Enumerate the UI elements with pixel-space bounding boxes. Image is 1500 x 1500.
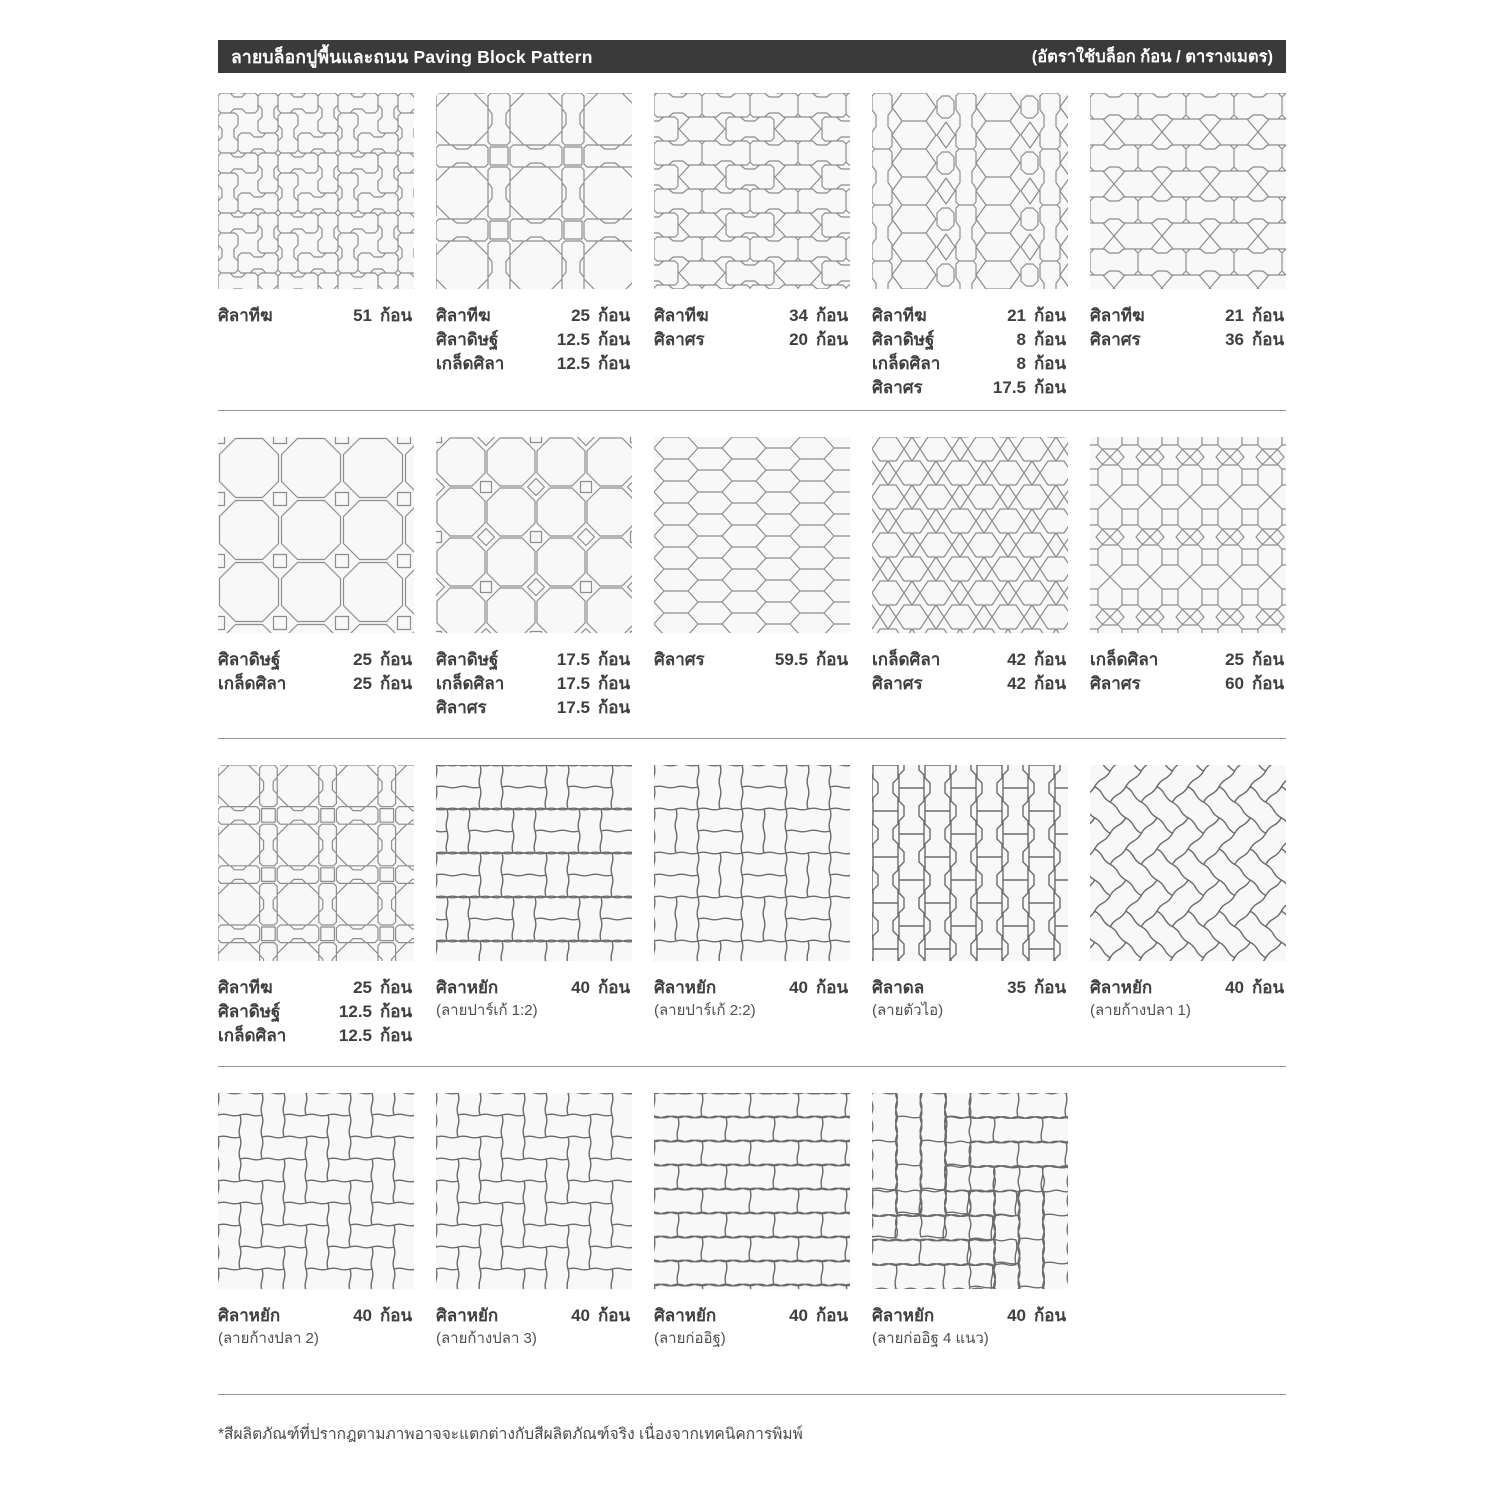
row-divider <box>218 1066 1286 1067</box>
pattern-swatch-hex-tess <box>654 437 850 633</box>
block-qty: 12.5 <box>338 1002 372 1021</box>
pattern-labels <box>654 1304 850 1384</box>
pattern-row-4 <box>218 1093 1286 1395</box>
block-qty: 60 <box>1225 674 1244 693</box>
block-unit: ก้อน <box>1252 330 1285 349</box>
pattern-card <box>436 93 632 400</box>
pattern-cards <box>218 1093 1286 1384</box>
block-qty: 34 <box>789 306 808 325</box>
block-unit: ก้อน <box>1034 378 1067 397</box>
pattern-cards <box>218 765 1286 1056</box>
pattern-cards <box>218 437 1286 728</box>
pattern-item <box>1090 976 1286 1000</box>
block-name: ศิลาดล <box>872 978 925 997</box>
block-unit: ก้อน <box>380 650 413 669</box>
block-name: ศิลาทีฆ <box>872 306 927 325</box>
pattern-card <box>1090 93 1286 400</box>
block-qty: 8 <box>1016 330 1026 349</box>
pattern-item <box>872 376 1068 400</box>
pattern-swatch-oct-sq-ibeam-sm <box>218 765 414 961</box>
pattern-item <box>1090 328 1286 352</box>
pattern-card <box>654 1093 850 1384</box>
pattern-labels <box>1090 648 1286 728</box>
block-name: ศิลาดิษฐ์ <box>872 330 935 349</box>
pattern-labels <box>872 648 1068 728</box>
block-name: ศิลาหยัก <box>654 978 717 997</box>
header-unit-note: (อัตราใช้บล็อก ก้อน / ตารางเมตร) <box>1031 47 1273 66</box>
pattern-labels <box>436 976 632 1056</box>
pattern-swatch-quad-bond <box>872 1093 1068 1289</box>
block-unit: ก้อน <box>816 650 849 669</box>
block-qty: 17.5 <box>556 650 590 669</box>
pattern-swatch-hex-diamond <box>872 437 1068 633</box>
block-qty: 40 <box>571 1306 590 1325</box>
pattern-caption: (ลายปาร์เก้ 2:2) <box>654 1002 756 1019</box>
block-name: ศิลาทีฆ <box>436 306 491 325</box>
block-qty: 25 <box>571 306 590 325</box>
pattern-swatch-herring-90b <box>436 1093 632 1289</box>
pattern-labels <box>1090 976 1286 1056</box>
block-name: เกล็ดศิลา <box>436 674 505 693</box>
block-qty: 40 <box>789 1306 808 1325</box>
pattern-item <box>218 648 414 672</box>
block-name: เกล็ดศิลา <box>218 1026 287 1045</box>
block-qty: 12.5 <box>556 330 590 349</box>
pattern-rows <box>218 93 1286 1395</box>
block-qty: 51 <box>353 306 372 325</box>
block-name: เกล็ดศิลา <box>436 354 505 373</box>
block-name: ศิลาดิษฐ์ <box>436 650 499 669</box>
block-name: ศิลาหยัก <box>436 1306 499 1325</box>
pattern-labels <box>872 976 1068 1056</box>
pattern-item <box>872 304 1068 328</box>
block-unit: ก้อน <box>598 650 631 669</box>
block-unit: ก้อน <box>1252 674 1285 693</box>
block-unit: ก้อน <box>1252 306 1285 325</box>
block-unit: ก้อน <box>1034 354 1067 373</box>
block-name: ศิลาศร <box>654 650 705 669</box>
pattern-card <box>218 93 414 400</box>
block-qty: 36 <box>1225 330 1244 349</box>
block-qty: 25 <box>1225 650 1244 669</box>
block-name: เกล็ดศิลา <box>218 674 287 693</box>
block-unit: ก้อน <box>380 1306 413 1325</box>
block-name: ศิลาดิษฐ์ <box>218 1002 281 1021</box>
pattern-card <box>872 93 1068 400</box>
block-qty: 20 <box>789 330 808 349</box>
block-qty: 42 <box>1007 674 1026 693</box>
block-unit: ก้อน <box>380 306 413 325</box>
pattern-card <box>1090 437 1286 728</box>
block-unit: ก้อน <box>1252 978 1285 997</box>
footnote: *สีผลิตภัณฑ์ที่ปรากฎตามภาพอาจจะแตกต่างกับสีผลิตภัณฑ์จริง เนื่องจากเทคนิคการพิมพ์ <box>218 1426 803 1443</box>
pattern-item <box>218 1000 414 1024</box>
block-qty: 35 <box>1007 978 1026 997</box>
block-unit: ก้อน <box>1034 330 1067 349</box>
pattern-item <box>436 304 632 328</box>
pattern-card <box>872 1093 1068 1384</box>
pattern-labels <box>654 304 850 384</box>
block-qty: 40 <box>789 978 808 997</box>
block-qty: 17.5 <box>556 674 590 693</box>
block-name: ศิลาศร <box>872 674 923 693</box>
header-bar <box>218 40 1286 73</box>
block-qty: 12.5 <box>338 1026 372 1045</box>
pattern-caption: (ลายก่ออิฐ 4 แนว) <box>872 1330 989 1347</box>
block-unit: ก้อน <box>1034 1306 1067 1325</box>
pattern-item <box>218 1024 414 1048</box>
pattern-item <box>872 976 1068 1000</box>
pattern-swatch-dumbbell <box>872 765 1068 961</box>
pattern-item <box>1090 672 1286 696</box>
pattern-swatch-blocks-hex-rows <box>1090 93 1286 289</box>
pattern-card <box>872 437 1068 728</box>
pattern-item <box>872 1304 1068 1328</box>
block-unit: ก้อน <box>1252 650 1285 669</box>
pattern-swatch-ibeam-windmill <box>218 93 414 289</box>
pattern-swatch-combo-mix <box>872 93 1068 289</box>
block-unit: ก้อน <box>1034 650 1067 669</box>
block-qty: 12.5 <box>556 354 590 373</box>
block-qty: 25 <box>353 978 372 997</box>
pattern-labels <box>218 304 414 384</box>
pattern-item <box>218 1304 414 1328</box>
pattern-swatch-square-diamond <box>1090 437 1286 633</box>
block-qty: 21 <box>1007 306 1026 325</box>
pattern-labels <box>654 976 850 1056</box>
block-unit: ก้อน <box>380 1002 413 1021</box>
pattern-card <box>436 437 632 728</box>
pattern-swatch-bones-hex <box>654 93 850 289</box>
block-unit: ก้อน <box>816 306 849 325</box>
block-name: ศิลาหยัก <box>218 1306 281 1325</box>
block-name: ศิลาศร <box>436 698 487 717</box>
block-unit: ก้อน <box>598 674 631 693</box>
block-name: เกล็ดศิลา <box>872 650 941 669</box>
pattern-item <box>872 648 1068 672</box>
block-name: ศิลาดิษฐ์ <box>436 330 499 349</box>
block-qty: 40 <box>1007 1306 1026 1325</box>
pattern-card <box>1090 765 1286 1056</box>
pattern-labels <box>1090 304 1286 384</box>
pattern-swatch-herring-90 <box>218 1093 414 1289</box>
block-unit: ก้อน <box>380 1026 413 1045</box>
pattern-card <box>218 437 414 728</box>
pattern-swatch-basket-22 <box>654 765 850 961</box>
pattern-item <box>218 672 414 696</box>
pattern-item <box>654 1304 850 1328</box>
block-qty: 8 <box>1016 354 1026 373</box>
block-unit: ก้อน <box>816 330 849 349</box>
pattern-labels <box>218 976 414 1056</box>
block-name: ศิลาหยัก <box>872 1306 935 1325</box>
pattern-swatch-oct-sq-ibeam <box>436 93 632 289</box>
pattern-swatch-oct-square-mix <box>436 437 632 633</box>
block-name: ศิลาศร <box>872 378 923 397</box>
pattern-labels <box>872 304 1068 400</box>
pattern-item <box>436 648 632 672</box>
pattern-caption: (ลายก้างปลา 3) <box>436 1330 537 1347</box>
pattern-item <box>218 976 414 1000</box>
block-qty: 59.5 <box>774 650 808 669</box>
pattern-item <box>1090 304 1286 328</box>
block-name: ศิลาศร <box>1090 330 1141 349</box>
pattern-row-1 <box>218 93 1286 411</box>
block-qty: 17.5 <box>556 698 590 717</box>
page-title: ลายบล็อกปูพื้นและถนน Paving Block Pattern <box>231 46 593 67</box>
block-qty: 42 <box>1007 650 1026 669</box>
block-unit: ก้อน <box>1034 306 1067 325</box>
pattern-caption: (ลายตัวไอ) <box>872 1002 944 1019</box>
block-name: ศิลาศร <box>1090 674 1141 693</box>
pattern-swatch-basket-12 <box>436 765 632 961</box>
pattern-item <box>436 328 632 352</box>
block-qty: 40 <box>1225 978 1244 997</box>
block-unit: ก้อน <box>598 1306 631 1325</box>
row-divider <box>218 410 1286 411</box>
pattern-card <box>654 765 850 1056</box>
pattern-item <box>1090 648 1286 672</box>
block-name: ศิลาหยัก <box>436 978 499 997</box>
pattern-item <box>218 304 414 328</box>
block-name: ศิลาดิษฐ์ <box>218 650 281 669</box>
block-qty: 17.5 <box>992 378 1026 397</box>
pattern-caption: (ลายปาร์เก้ 1:2) <box>436 1002 538 1019</box>
pattern-swatch-oct-square-lg <box>218 437 414 633</box>
block-name: เกล็ดศิลา <box>872 354 941 373</box>
pattern-swatch-herring-45 <box>1090 765 1286 961</box>
block-name: ศิลาทีฆ <box>218 306 273 325</box>
pattern-item <box>654 648 850 672</box>
pattern-labels <box>218 1304 414 1384</box>
pattern-card <box>436 765 632 1056</box>
pattern-item <box>436 976 632 1000</box>
block-qty: 40 <box>353 1306 372 1325</box>
pattern-item <box>654 328 850 352</box>
block-unit: ก้อน <box>816 978 849 997</box>
block-name: ศิลาหยัก <box>1090 978 1153 997</box>
block-name: ศิลาศร <box>654 330 705 349</box>
pattern-item <box>872 672 1068 696</box>
block-name: ศิลาทีฆ <box>1090 306 1145 325</box>
block-unit: ก้อน <box>380 978 413 997</box>
pattern-labels <box>436 648 632 728</box>
block-qty: 25 <box>353 650 372 669</box>
pattern-labels <box>218 648 414 728</box>
pattern-card <box>872 765 1068 1056</box>
block-name: ศิลาหยัก <box>654 1306 717 1325</box>
pattern-card <box>654 93 850 400</box>
block-name: เกล็ดศิลา <box>1090 650 1159 669</box>
pattern-item <box>436 1304 632 1328</box>
pattern-card <box>218 1093 414 1384</box>
pattern-labels <box>436 1304 632 1384</box>
block-qty: 21 <box>1225 306 1244 325</box>
block-name: ศิลาทีฆ <box>218 978 273 997</box>
block-qty: 25 <box>353 674 372 693</box>
pattern-item <box>436 696 632 720</box>
pattern-swatch-running-bond <box>654 1093 850 1289</box>
pattern-labels <box>654 648 850 728</box>
pattern-labels <box>436 304 632 384</box>
pattern-item <box>654 304 850 328</box>
pattern-caption: (ลายก่ออิฐ) <box>654 1330 726 1347</box>
pattern-row-2 <box>218 437 1286 739</box>
pattern-card <box>654 437 850 728</box>
pattern-item <box>872 352 1068 376</box>
pattern-cards <box>218 93 1286 400</box>
row-divider <box>218 1394 1286 1395</box>
pattern-item <box>436 672 632 696</box>
block-unit: ก้อน <box>598 306 631 325</box>
block-name: ศิลาทีฆ <box>654 306 709 325</box>
block-qty: 40 <box>571 978 590 997</box>
pattern-item <box>436 352 632 376</box>
pattern-item <box>872 328 1068 352</box>
block-unit: ก้อน <box>598 330 631 349</box>
pattern-card <box>436 1093 632 1384</box>
block-unit: ก้อน <box>598 354 631 373</box>
row-divider <box>218 738 1286 739</box>
block-unit: ก้อน <box>380 674 413 693</box>
pattern-row-3 <box>218 765 1286 1067</box>
block-unit: ก้อน <box>598 978 631 997</box>
pattern-caption: (ลายก้างปลา 2) <box>218 1330 319 1347</box>
block-unit: ก้อน <box>816 1306 849 1325</box>
pattern-item <box>654 976 850 1000</box>
pattern-caption: (ลายก้างปลา 1) <box>1090 1002 1191 1019</box>
block-unit: ก้อน <box>1034 674 1067 693</box>
pattern-card <box>218 765 414 1056</box>
block-unit: ก้อน <box>1034 978 1067 997</box>
block-unit: ก้อน <box>598 698 631 717</box>
pattern-labels <box>872 1304 1068 1384</box>
